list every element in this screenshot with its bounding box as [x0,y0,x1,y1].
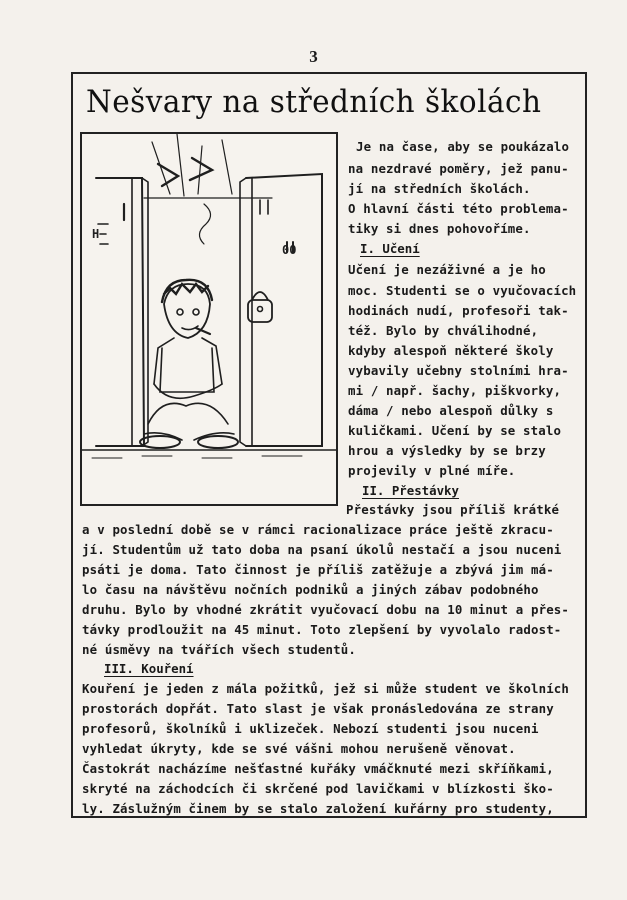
page-number: 3 [309,47,318,66]
section-line: Kouření je jeden z mála požitků, jež si může student ve školních [82,681,570,696]
intro-line: tiky si dnes pohovoříme. [348,221,531,236]
section-line: druhu. Bylo by vhodné zkrátit vyučovací dobu na 10 minut a přes- [82,602,570,617]
locker-right-label: 00 [282,243,297,257]
illustration-student-smoking [80,132,338,506]
intro-line: Je na čase, aby se poukázalo [356,139,570,154]
section-line: profesorů, školníků i uklizeček. Nebozí studenti jsou nuceni [82,721,539,736]
section-line: Častokrát nacházíme nešťastné kuřáky vmáčknuté mezi skříňkami, [82,761,554,776]
section-heading-uceni: I. Učení [360,241,420,256]
section-line: né úsměvy na tvářích všech studentů. [82,642,356,657]
section-line: vybavily učebny stolními hra- [348,363,569,378]
section-line: hodinách nudí, profesoři tak- [348,303,569,318]
section-line: Přestávky jsou příliš krátké [346,502,560,517]
section-line: mi / např. šachy, piškvorky, [348,383,562,398]
section-line: ly. Záslužným činem by se stalo založení kuřárny pro studenty, [82,801,554,816]
section-line: též. Bylo by chválihodné, [348,323,539,338]
section-line: a v poslední době se v rámci racionalizace práce ještě zkracu- [82,522,554,537]
intro-line: jí na středních školách. [348,181,531,196]
article-title: Nešvary na středních školách [86,84,542,120]
section-heading-prestavky: II. Přestávky [362,483,459,498]
section-line: távky prodloužit na 45 minut. Toto zlepšení by vyvolalo radost- [82,622,562,637]
section-line: jí. Studentům už tato doba na psaní úkolů nestačí a jsou nuceni [82,542,562,557]
intro-line: O hlavní části této problema- [348,201,569,216]
section-line: Učení je nezáživné a je ho [348,262,546,277]
section-line: projevily v plné míře. [348,463,516,478]
cartoon-drawing [82,134,336,504]
section-line: skryté na záchodcích či skrčené pod lavičkami v blízkosti ško- [82,781,554,796]
section-line: kdyby alespoň některé školy [348,343,554,358]
section-line: psáti je doma. Tato činnost je příliš zatěžuje a zbývá jim má- [82,562,554,577]
section-line: hrou a výsledky by se brzy [348,443,546,458]
section-line: lo času na návštěvu nočních podniků a jiných zábav podobného [82,582,539,597]
section-line: vyhledat úkryty, kde se své vášni mohou nerušeně věnovat. [82,741,516,756]
section-line: moc. Studenti se o vyučovacích [348,283,577,298]
section-line: kuličkami. Učení by se stalo [348,423,562,438]
intro-line: na nezdravé poměry, jež panu- [348,161,569,176]
section-line: dáma / nebo alespoň důlky s [348,403,554,418]
locker-left-label: H [92,227,100,241]
section-line: prostorách dopřát. Tato slast je však pronásledována ze strany [82,701,554,716]
section-heading-koureni: III. Kouření [104,661,194,676]
